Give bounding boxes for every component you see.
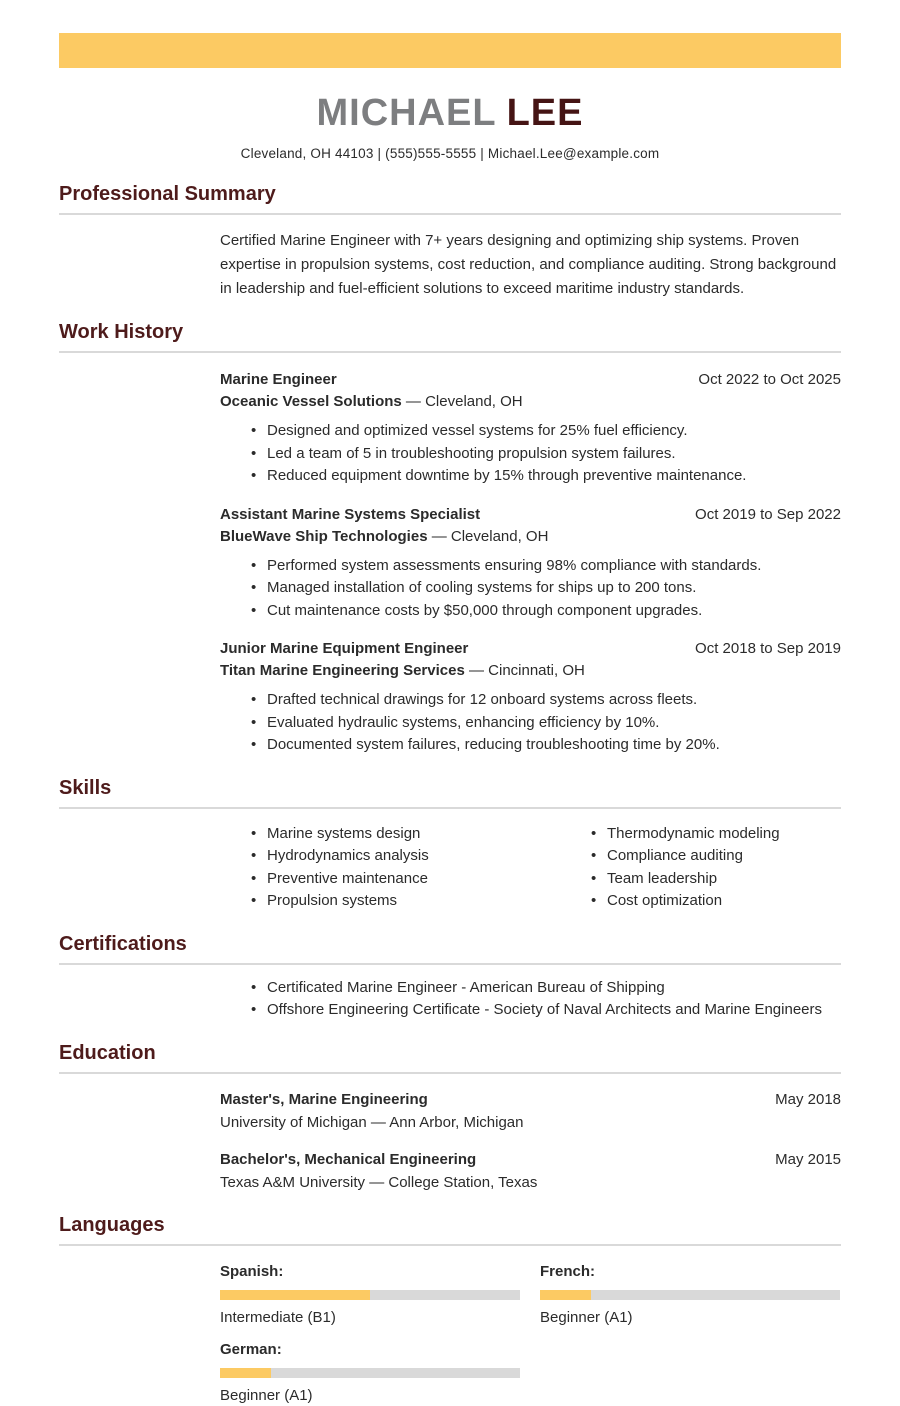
language-level: Beginner (A1)	[220, 1386, 313, 1404]
job-bullet: • Managed installation of cooling systems for ships up to 200 tons.	[220, 577, 841, 600]
job-bullet: • Documented system failures, reducing troubleshooting time by 20%.	[220, 734, 841, 757]
language-level: Intermediate (B1)	[220, 1308, 336, 1326]
job-bullet-list	[220, 689, 841, 757]
section-title-education: Education	[59, 1042, 841, 1074]
company-location: — Cincinnati, OH	[468, 662, 585, 679]
job-company-line	[220, 660, 841, 682]
skill-item: • Preventive maintenance	[220, 868, 560, 891]
contact-info: Cleveland, OH 44103 | (555)555-5555 | Michael.Lee@example.com	[240, 146, 660, 161]
skill-item: • Compliance auditing	[560, 845, 841, 868]
skill-item: • Propulsion systems	[220, 890, 560, 913]
resume-header	[0, 0, 900, 161]
job-bullet: • Performed system assessments ensuring 98% compliance with standards.	[220, 555, 841, 578]
skill-item: • Team leadership	[560, 868, 841, 891]
certification-list	[220, 977, 841, 1022]
job-dates: Oct 2018 to Sep 2019	[695, 640, 841, 657]
header-accent-banner	[59, 33, 841, 68]
candidate-name	[0, 92, 900, 134]
last-name: LEE	[506, 92, 584, 134]
job-entry	[220, 369, 841, 488]
language-proficiency-fill	[220, 1368, 271, 1378]
certification-item: • Offshore Engineering Certificate - Society of Naval Architects and Marine Engineers	[220, 999, 841, 1022]
language-name: Spanish:	[220, 1262, 284, 1280]
skill-item: • Cost optimization	[560, 890, 841, 913]
job-entry	[220, 504, 841, 623]
school: Texas A&M University — College Station, Texas	[220, 1173, 538, 1191]
section-work-history	[59, 321, 841, 757]
skill-item: • Hydrodynamics analysis	[220, 845, 560, 868]
job-bullet: • Designed and optimized vessel systems for 25% fuel efficiency.	[220, 420, 841, 443]
school: University of Michigan — Ann Arbor, Michigan	[220, 1113, 524, 1131]
job-bullet-list	[220, 555, 841, 623]
language-proficiency-bar	[540, 1290, 840, 1300]
section-title-summary: Professional Summary	[59, 183, 841, 215]
degree: Bachelor's, Mechanical Engineering	[220, 1150, 477, 1168]
first-name: MICHAEL	[316, 92, 497, 134]
language-proficiency-fill	[540, 1290, 591, 1300]
education-entry	[220, 1149, 841, 1194]
language-entry	[540, 1262, 860, 1328]
language-proficiency-fill	[220, 1290, 370, 1300]
section-title-certifications: Certifications	[59, 933, 841, 965]
company-name: Oceanic Vessel Solutions	[220, 393, 402, 410]
language-name: French:	[540, 1262, 596, 1280]
section-title-languages: Languages	[59, 1214, 841, 1246]
summary-paragraph: Certified Marine Engineer with 7+ years designing and optimizing ship systems. Proven expertise in propulsion systems, cost reduction, and compliance auditing. Strong background in leadership and fuel-efficient solutions to exceed maritime industry standards.	[220, 232, 837, 297]
job-role: Assistant Marine Systems Specialist	[220, 505, 481, 523]
section-languages	[59, 1214, 841, 1406]
section-education	[59, 1042, 841, 1194]
job-bullet: • Evaluated hydraulic systems, enhancing efficiency by 10%.	[220, 712, 841, 735]
job-entry	[220, 638, 841, 757]
language-level: Beginner (A1)	[540, 1308, 633, 1326]
language-name: German:	[220, 1340, 282, 1358]
job-dates: Oct 2019 to Sep 2022	[695, 505, 841, 523]
graduation-date: May 2018	[775, 1090, 841, 1108]
job-company-line	[220, 391, 841, 413]
skill-item: • Marine systems design	[220, 823, 560, 846]
language-proficiency-bar	[220, 1290, 520, 1300]
job-bullet-list	[220, 420, 841, 488]
section-title-skills: Skills	[59, 777, 841, 809]
job-company-line	[220, 526, 841, 548]
job-bullet: • Cut maintenance costs by $50,000 through component upgrades.	[220, 600, 841, 623]
company-location: — Cleveland, OH	[405, 393, 523, 410]
skills-column-left	[220, 823, 560, 913]
company-location: — Cleveland, OH	[431, 527, 549, 545]
job-dates: Oct 2022 to Oct 2025	[698, 371, 841, 388]
company-name: Titan Marine Engineering Services	[220, 662, 465, 679]
education-entry	[220, 1089, 841, 1134]
company-name: BlueWave Ship Technologies	[220, 527, 428, 545]
job-bullet: • Drafted technical drawings for 12 onboard systems across fleets.	[220, 689, 841, 712]
certification-item: • Certificated Marine Engineer - American Bureau of Shipping	[220, 977, 841, 1000]
language-proficiency-bar	[220, 1368, 520, 1378]
skills-column-right	[560, 823, 841, 913]
section-certifications	[59, 933, 841, 1022]
section-skills	[59, 777, 841, 913]
job-bullet: • Led a team of 5 in troubleshooting propulsion system failures.	[220, 443, 841, 466]
language-entry	[220, 1262, 540, 1328]
job-role: Junior Marine Equipment Engineer	[220, 640, 469, 657]
section-professional-summary	[59, 183, 841, 301]
language-entry	[220, 1340, 540, 1406]
section-title-work: Work History	[59, 321, 841, 353]
job-bullet: • Reduced equipment downtime by 15% through preventive maintenance.	[220, 465, 841, 488]
graduation-date: May 2015	[775, 1150, 841, 1168]
job-role: Marine Engineer	[220, 371, 337, 388]
skill-item: • Thermodynamic modeling	[560, 823, 841, 846]
degree: Master's, Marine Engineering	[220, 1090, 428, 1108]
